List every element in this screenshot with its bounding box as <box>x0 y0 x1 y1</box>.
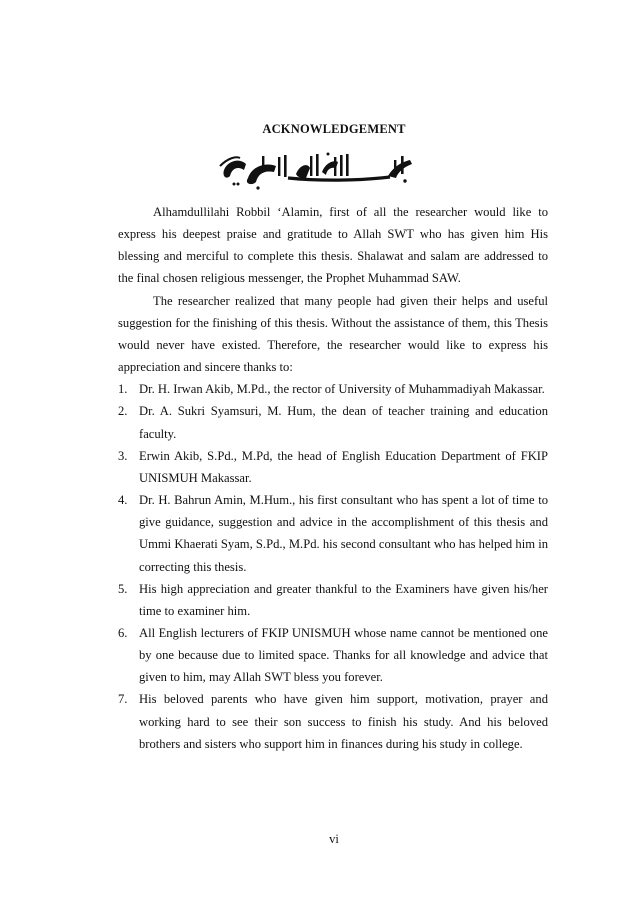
list-text: His beloved parents who have given him support, motivation, prayer and working hard to see their son success to finish his study. And his beloved brothers and sisters who support him in finances during his study in college. <box>139 692 548 751</box>
list-number: 5. <box>118 581 128 596</box>
list-text: Dr. A. Sukri Syamsuri, M. Hum, the dean of teacher training and education faculty. <box>139 404 548 441</box>
list-number: 6. <box>118 625 128 640</box>
list-number: 3. <box>118 448 128 463</box>
list-item <box>118 489 548 578</box>
paragraph: The researcher realized that many people had given their helps and useful suggestion for the finishing of this thesis. Without the assistance of them, this Thesis would never have existed. Therefore, the researcher would like to express his appreciation and sincere thanks to: <box>118 293 548 375</box>
list-number: 1. <box>118 382 128 397</box>
acknowledgement-list <box>118 378 548 755</box>
list-number: 4. <box>118 493 128 508</box>
page-title: ACKNOWLEDGEMENT <box>262 122 406 136</box>
page-number: vi <box>329 832 339 846</box>
document-body <box>118 201 548 755</box>
list-text: Erwin Akib, S.Pd., M.Pd, the head of English Education Department of FKIP UNISMUH Makassar. <box>139 448 548 485</box>
list-item <box>118 688 548 754</box>
list-text: His high appreciation and greater thankful to the Examiners have given his/her time to examiner him. <box>139 581 548 618</box>
list-item <box>118 445 548 489</box>
list-item <box>118 578 548 622</box>
list-text: Dr. H. Bahrun Amin, M.Hum., his first consultant who has spent a lot of time to give guidance, suggestion and advice in the accomplishment of this thesis and Ummi Khaerati Syam, S.Pd., M.Pd. his second consultant who has helped him in correcting this thesis. <box>139 493 548 574</box>
list-item <box>118 622 548 688</box>
paragraph: Alhamdullilahi Robbil ‘Alamin, first of all the researcher would like to express his deepest praise and gratitude to Allah SWT who has given him His blessing and merciful to complete this thesis. Shalawat and salam are addressed to the final chosen religious messenger, the Prophet Muhammad SAW. <box>118 205 548 286</box>
list-item <box>118 400 548 444</box>
list-number: 2. <box>118 404 128 419</box>
list-item <box>118 378 548 400</box>
list-text: Dr. H. Irwan Akib, M.Pd., the rector of University of Muhammadiyah Makassar. <box>139 382 545 397</box>
basmala-calligraphy <box>218 148 418 192</box>
list-number: 7. <box>118 692 128 707</box>
list-text: All English lecturers of FKIP UNISMUH whose name cannot be mentioned one by one because due to limited space. Thanks for all knowledge and advice that given to him, may Allah SWT bless you forever. <box>139 625 548 685</box>
